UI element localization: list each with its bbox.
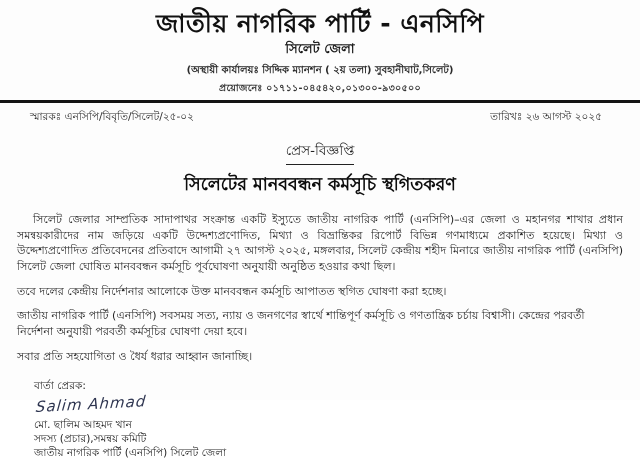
sender-name: মো. ছালিম আহমদ খান bbox=[34, 419, 132, 432]
paragraph-4: সবার প্রতি সহযোগিতা ও ধৈর্য ধরার আহ্বান জানাচ্ছি। bbox=[17, 349, 253, 363]
press-release-kicker: প্রেস-বিজ্ঞপ্তি bbox=[286, 140, 355, 165]
paragraph-2: তবে দলের কেন্দ্রীয় নির্দেশনার আলোকে উক্ত মানববন্ধন কর্মসূচি আপাতত স্থগিত ঘোষণা করা হচ্ছে। bbox=[17, 284, 447, 298]
office-address: (অস্থায়ী কার্যালয়ঃ সিদ্দিক ম্যানশন ( ২য় তলা) সুবহানীঘাট,সিলেট) bbox=[186, 65, 454, 77]
press-kicker-wrap bbox=[0, 140, 640, 165]
paragraph-1: সিলেট জেলার সাম্প্রতিক সাদাপাথর সংক্রান্ত একটি ইস্যুতে জাতীয় নাগরিক পার্টি (এনসিপি)–এর জেলা ও মহানগর শাখার প্রধান সমন্বয়কারীদের নাম জড়িয়ে একটি উদ্দেশ্যপ্রণোদিত, মিথ্যা ও বিভ্রান্তিকর রিপোর্ট বিভিন্ন গণমাধ্যমে প্রকাশিত হয়েছে। মিথ্যা ও উদ্দেশ্যপ্রণোদিত প্রতিবেদনের প্রতিবাদে আগামী ২৭ আগস্ট ২০২৫, মঙ্গলবার, সিলেট কেন্দ্রীয় শহীদ মিনারে জাতীয় নাগরিক পার্টি (এনসিপি) সিলেট জেলা ঘোষিত মানববন্ধন কর্মসূচি পূর্বঘোষণা অনুযায়ী অনুষ্ঠিত হওয়ার কথা ছিল। bbox=[17, 213, 623, 274]
memo-date-row bbox=[0, 103, 640, 127]
contact-phone: প্রয়োজনেঃ ০১৭১১-০৪৫৪২০,০১৩০০-৯৩০৫০০ bbox=[219, 83, 421, 95]
sender-role: সদস্য (প্রচার),সমন্বয় কমিটি bbox=[34, 433, 147, 446]
party-name-title: জাতীয় নাগরিক পার্টি - এনসিপি bbox=[155, 9, 485, 38]
district-subtitle: সিলেট জেলা bbox=[285, 42, 355, 58]
letterhead bbox=[0, 8, 640, 97]
sender-label: বার্তা প্রেরক: bbox=[34, 380, 86, 393]
memo-number: স্মারকঃ এনসিপি/বিবৃতি/সিলেট/২৫-০২ bbox=[30, 111, 194, 124]
date-label: তারিখঃ ২৬ আগস্ট ২০২৫ bbox=[490, 111, 602, 124]
sender-organization: জাতীয় নাগরিক পার্টি (এনসিপি) সিলেট জেলা bbox=[34, 447, 227, 460]
notice-body bbox=[0, 201, 640, 364]
signature-block bbox=[0, 373, 640, 461]
paragraph-3: জাতীয় নাগরিক পার্টি (এনসিপি) সবসময় সত্য, ন্যায় ও জনগণের স্বার্থে শান্তিপূর্ণ কর্মসূচি ও গণতান্ত্রিক চর্চায় বিশ্বাসী। কেন্দ্রের পরবর্তী নির্দেশনা অনুযায়ী পরবর্তী কর্মসূচির ঘোষণা দেয়া হবে। bbox=[17, 309, 585, 338]
notice-title: সিলেটের মানববন্ধন কর্মসূচি স্থগিতকরণ bbox=[184, 175, 456, 196]
handwritten-signature: Salim Ahmad bbox=[35, 392, 148, 417]
